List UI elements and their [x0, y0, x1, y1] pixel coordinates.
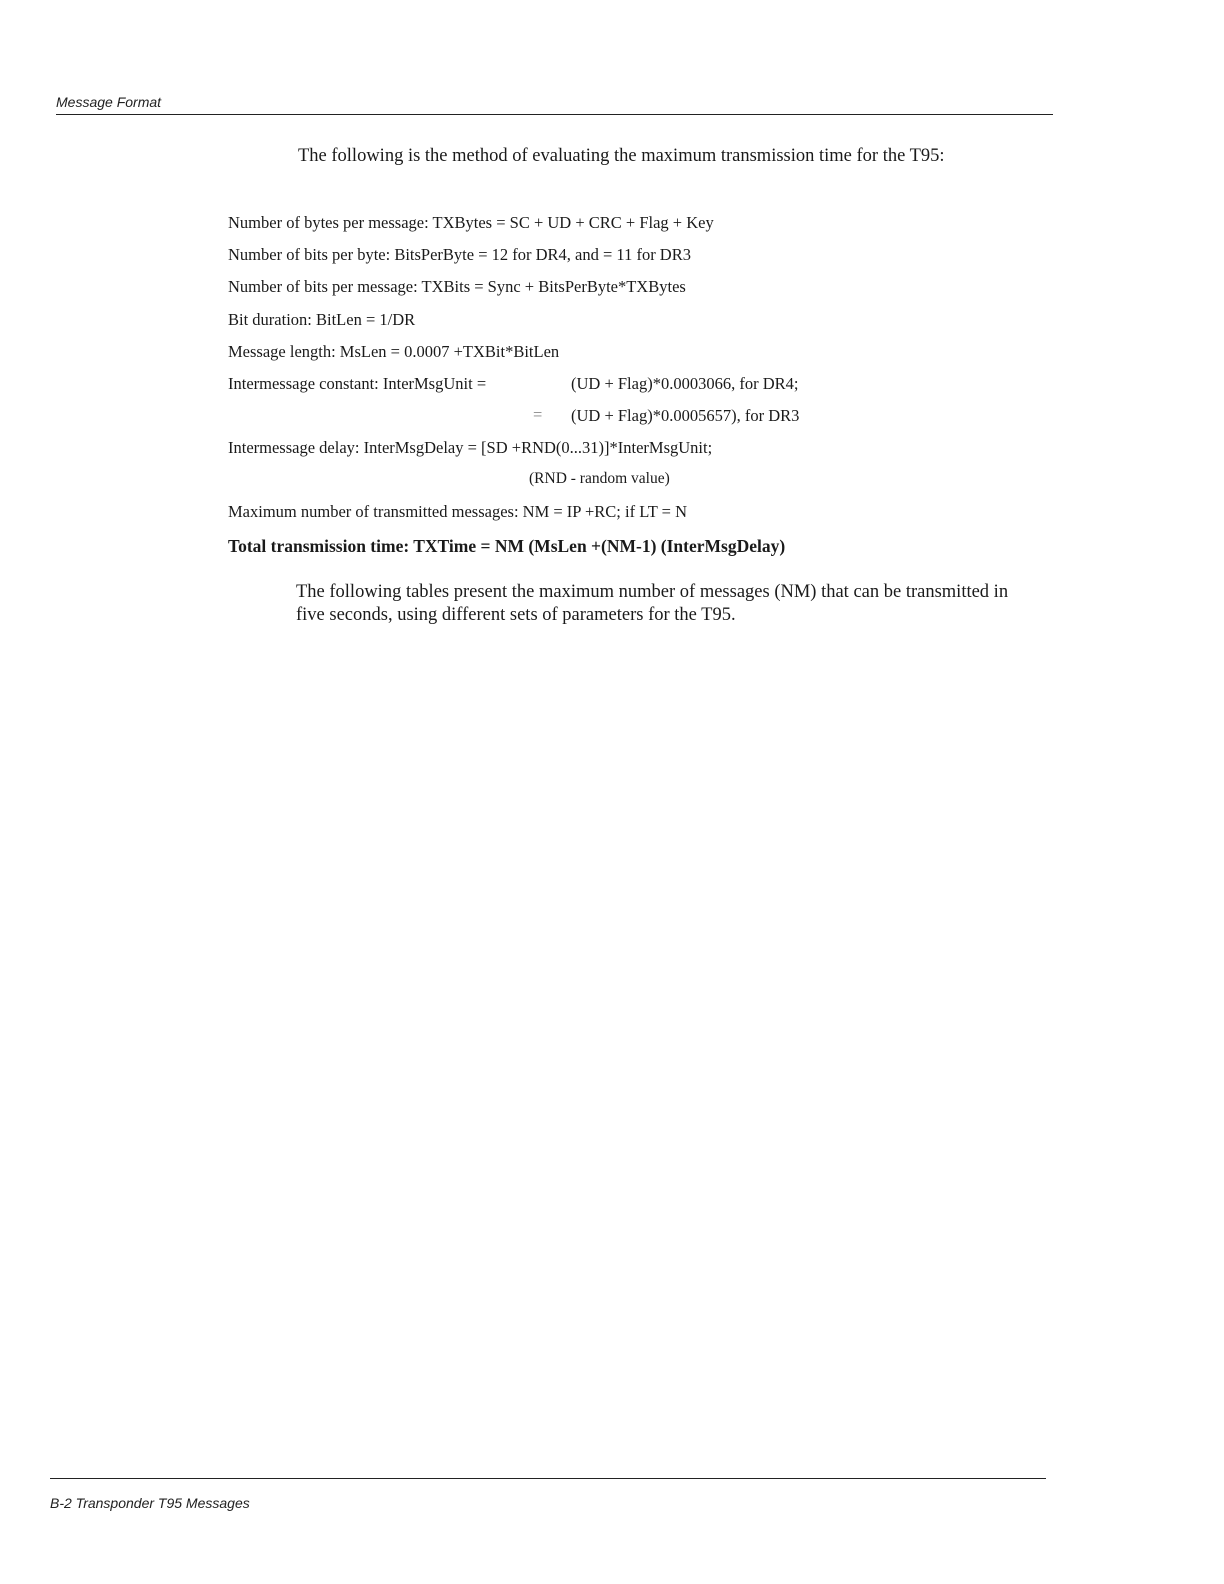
formula-max-messages: Maximum number of transmitted messages: NM = IP +RC; if LT = N	[228, 502, 688, 521]
formula-inter-msg-unit-equals: =	[533, 405, 543, 424]
running-header: Message Format	[56, 94, 162, 110]
intro-paragraph: The following is the method of evaluating the maximum transmission time for the T95:	[298, 146, 945, 166]
formula-total-time: Total transmission time: TXTime = NM (MsLen +(NM-1) (InterMsgDelay)	[228, 536, 786, 556]
header-rule	[56, 114, 1053, 115]
formula-tx-bits: Number of bits per message: TXBits = Sync + BitsPerByte*TXBytes	[228, 277, 686, 296]
footer-rule	[50, 1478, 1046, 1479]
outro-paragraph: The following tables present the maximum number of messages (NM) that can be transmitted in five seconds, using different sets of parameters for the T95.	[296, 582, 1009, 625]
formula-bit-len: Bit duration: BitLen = 1/DR	[228, 310, 416, 329]
formula-inter-msg-delay: Intermessage delay: InterMsgDelay = [SD +RND(0...31)]*InterMsgUnit;	[228, 438, 713, 457]
formula-inter-msg-unit-dr4: (UD + Flag)*0.0003066, for DR4;	[571, 374, 799, 393]
formula-inter-msg-unit-dr3: (UD + Flag)*0.0005657), for DR3	[571, 406, 800, 425]
formula-ms-len: Message length: MsLen = 0.0007 +TXBit*BitLen	[228, 342, 560, 361]
formula-tx-bytes: Number of bytes per message: TXBytes = SC + UD + CRC + Flag + Key	[228, 213, 714, 232]
formula-rnd-note: (RND - random value)	[529, 470, 670, 487]
formula-bits-per-byte: Number of bits per byte: BitsPerByte = 12 for DR4, and = 11 for DR3	[228, 245, 691, 264]
running-footer: B-2 Transponder T95 Messages	[50, 1495, 250, 1511]
formula-inter-msg-unit-label: Intermessage constant: InterMsgUnit =	[228, 374, 487, 393]
